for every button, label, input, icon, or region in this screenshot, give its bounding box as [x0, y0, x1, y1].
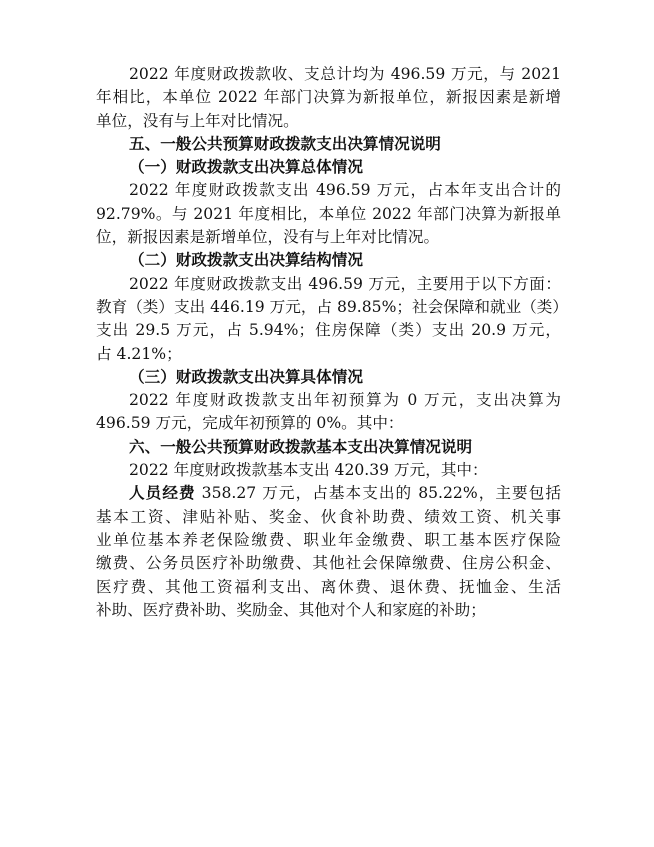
paragraph-line: 占 4.21%； [96, 344, 182, 363]
paragraph-line: 支出 29.5 万元，占 5.94%；住房保障（类）支出 20.9 万元， [96, 321, 561, 340]
paragraph-line: 缴费、公务员医疗补助缴费、其他社会保障缴费、住房公积金、 [96, 554, 561, 573]
section-heading: （一）财政拨款支出决算总体情况 [129, 158, 363, 177]
paragraph-line: 医疗费、其他工资福利支出、离休费、退休费、抚恤金、生活 [96, 577, 561, 596]
paragraph-line: 2022 年度财政拨款收、支总计均为 496.59 万元，与 2021 [129, 65, 561, 83]
paragraph-line: 2022 年度财政拨款支出 496.59 万元，主要用于以下方面： [129, 274, 561, 293]
paragraph-line: 单位，没有与上年对比情况。 [96, 111, 299, 130]
paragraph-line: 位，新报因素是新增单位，没有与上年对比情况。 [96, 228, 440, 247]
paragraph-line [96, 482, 561, 505]
paragraph-line: 496.59 万元，完成年初预算的 0%。其中： [96, 414, 404, 433]
line-text: 358.27 万元，占基本支出的 85.22%，主要包括 [195, 484, 561, 503]
paragraph-line: 2022 年度财政拨款支出 496.59 万元，占本年支出合计的 [129, 181, 561, 200]
document-body [96, 63, 568, 622]
paragraph-line: 教育（类）支出 446.19 万元，占 89.85%；社会保障和就业（类） [96, 297, 568, 316]
paragraph-line: 年相比，本单位 2022 年部门决算为新报单位，新报因素是新增 [96, 88, 561, 107]
bold-term: 人员经费 [129, 484, 196, 503]
paragraph-line: 92.79%。与 2021 年度相比，本单位 2022 年部门决算为新报单 [96, 204, 561, 223]
paragraph-line: 补助、医疗费补助、奖励金、其他对个人和家庭的补助； [96, 600, 486, 619]
section-heading: 六、一般公共预算财政拨款基本支出决算情况说明 [129, 437, 473, 456]
section-heading: 五、一般公共预算财政拨款支出决算情况说明 [129, 134, 441, 153]
paragraph-line: 基本工资、津贴补贴、奖金、伙食补助费、绩效工资、机关事 [96, 507, 561, 526]
paragraph-line: 2022 年度财政拨款基本支出 420.39 万元，其中： [129, 461, 488, 480]
section-heading: （二）财政拨款支出决算结构情况 [129, 251, 363, 270]
section-heading: （三）财政拨款支出决算具体情况 [129, 367, 363, 386]
paragraph-line: 业单位基本养老保险缴费、职业年金缴费、职工基本医疗保险 [96, 530, 561, 549]
paragraph-line: 2022 年度财政拨款支出年初预算为 0 万元，支出决算为 [129, 391, 561, 410]
